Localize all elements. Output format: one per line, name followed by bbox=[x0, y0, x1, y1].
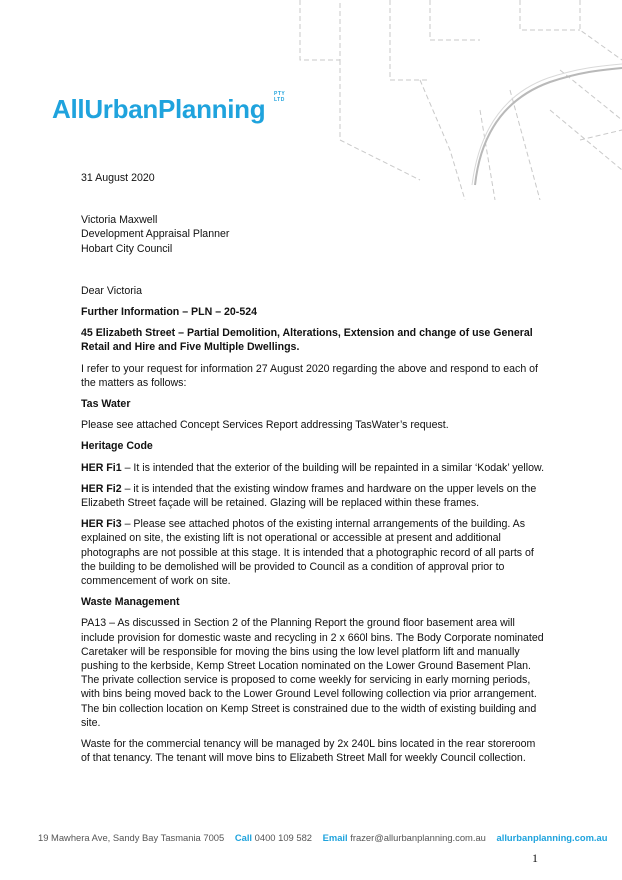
map-lines-decoration bbox=[280, 0, 622, 200]
subject-reference: Further Information – PLN – 20-524 bbox=[81, 306, 258, 319]
tas-water-paragraph: Please see attached Concept Services Report addressing TasWater’s request. bbox=[81, 419, 449, 432]
footer-website-link[interactable]: allurbanplanning.com.au bbox=[496, 832, 608, 843]
page-number: 1 bbox=[532, 851, 538, 865]
logo-suffix: PTY LTD bbox=[274, 91, 286, 103]
heritage-fi1-paragraph bbox=[81, 461, 546, 475]
footer-email[interactable]: frazer@allurbanplanning.com.au bbox=[350, 832, 486, 843]
footer-address: 19 Mawhera Ave, Sandy Bay Tasmania 7005 bbox=[38, 832, 225, 843]
page-footer bbox=[38, 832, 608, 843]
footer-phone: 0400 109 582 bbox=[254, 832, 313, 843]
waste-paragraph-2: Waste for the commercial tenancy will be managed by 2x 240L bins located in the rear storeroom of that tenancy. The tenant will move bins to Elizabeth Street Mall for weekly Council collection. bbox=[81, 738, 536, 765]
recipient-name: Victoria Maxwell bbox=[81, 214, 158, 227]
company-logo bbox=[52, 91, 286, 125]
heritage-fi1-label: HER Fi1 bbox=[81, 461, 122, 474]
footer-call-label: Call bbox=[234, 832, 253, 843]
recipient-title: Development Appraisal Planner bbox=[81, 228, 230, 241]
heritage-fi3-text: – Please see attached photos of the existing internal arrangements of the building. As explained on site, the existing lift is not operational or accessible at present and additional photographs are not possible at this stage. It is intended that a photographic record of all parts of the building to be demolished will be provided to Council as a condition of approval prior to commencement of work on site. bbox=[81, 518, 534, 588]
heritage-fi3-label: HER Fi3 bbox=[81, 518, 122, 531]
letter-date: 31 August 2020 bbox=[81, 172, 155, 184]
subject-title: 45 Elizabeth Street – Partial Demolition, Alterations, Extension and change of use General Retail and Hire and Five Multiple Dwellings. bbox=[81, 327, 533, 354]
heritage-fi2-paragraph bbox=[81, 482, 546, 510]
heritage-fi2-label: HER Fi2 bbox=[81, 482, 122, 495]
salutation: Dear Victoria bbox=[81, 284, 143, 297]
heritage-fi3-paragraph bbox=[81, 517, 546, 588]
intro-paragraph: I refer to your request for information 27 August 2020 regarding the above and respond to each of the matters as follows: bbox=[81, 362, 539, 389]
letter-body bbox=[81, 171, 546, 766]
heritage-fi1-text: – It is intended that the exterior of the building will be repainted in a similar ‘Kodak’ yellow. bbox=[121, 461, 545, 474]
section-heading-waste: Waste Management bbox=[81, 596, 180, 609]
recipient-organisation: Hobart City Council bbox=[81, 242, 173, 255]
section-heading-heritage: Heritage Code bbox=[81, 440, 153, 453]
waste-paragraph-1: PA13 – As discussed in Section 2 of the Planning Report the ground floor basement area will include provision for domestic waste and recycling in 2 x 660l bins. The Body Corporate nominated Caretaker will be responsible for moving the bins using the low level platform lift and manually pushing to the kerbside, Kemp Street Location nominated on the Lower Ground Basement Plan. The private collection service is proposed to come weekly for servicing in early morning periods, with bins being moved back to the Lower Ground Level following collection via prior arrangement. The bin collection location on Kemp Street is constrained due to the width of existing building and site. bbox=[81, 617, 544, 729]
logo-wordmark: AllUrbanPlanning bbox=[52, 94, 266, 124]
section-heading-tas-water: Tas Water bbox=[81, 398, 131, 411]
footer-email-label: Email bbox=[322, 832, 348, 843]
heritage-fi2-text: – it is intended that the existing window frames and hardware on the upper levels on the Elizabeth Street façade will be retained. Glazing will be replaced within these frames. bbox=[81, 482, 537, 510]
